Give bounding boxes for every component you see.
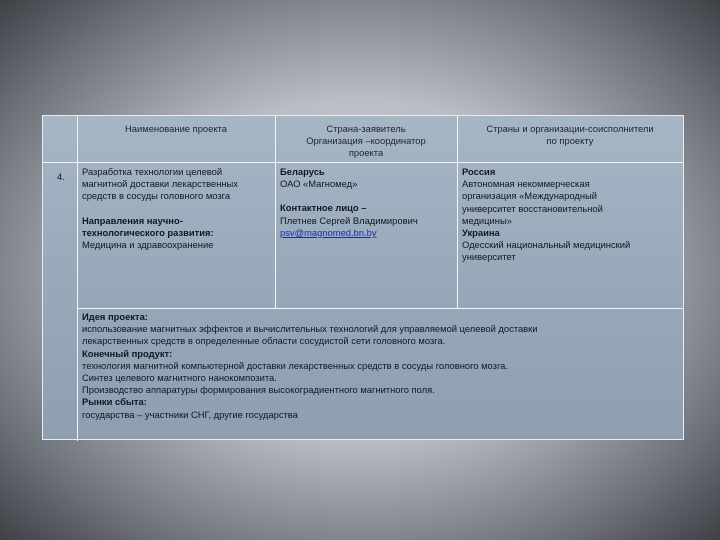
contact-label: Контактное лицо – [280, 202, 367, 214]
applicant-org: ОАО «Магномед» [280, 178, 358, 190]
header-country-applicant: Страна-заявитель Организация –координатор проекта [306, 123, 426, 159]
header-divider [43, 162, 683, 163]
markets-label: Рынки сбыта: [82, 396, 147, 408]
project-table [42, 115, 684, 440]
header-partners: Страны и организации-соисполнители по проекту [486, 123, 654, 147]
details-cell: Идея проекта: использование магнитных эффектов и вычислительных технологий для управляемой целевой доставки лекарственных средств в определенные области сосудистой сети головного мозга. Конечный продукт: технология магнитной компьютерной доставки лекарственных средств в сосуды головного мозга. Синтез целевого магнитного нанокомпозита. Производство аппаратуры формирования высокоградиентного магнитного поля. Рынки сбыта: государства – участники СНГ, другие государства [82, 311, 680, 421]
direction-value: Медицина и здравоохранение [82, 239, 214, 251]
partner-country-russia: Россия [462, 166, 496, 177]
details-divider [77, 308, 683, 309]
product-label: Конечный продукт: [82, 347, 173, 359]
direction-label: Направления научно- [82, 214, 183, 226]
applicant-country: Беларусь [280, 166, 325, 177]
partners-cell: Россия Автономная некоммерческая организация «Международный университет восстановительной медицины» Украина Одесский национальный медицинский университет [462, 166, 682, 264]
idea-label: Идея проекта: [82, 311, 148, 322]
col-divider-1 [77, 116, 78, 441]
applicant-cell [280, 166, 455, 239]
markets-text: государства – участники СНГ, другие государства [82, 408, 298, 420]
project-title: Разработка технологии целевой [82, 166, 223, 177]
partner-country-ukraine: Украина [462, 227, 500, 239]
header-project-name: Наименование проекта [125, 123, 227, 134]
contact-email-link[interactable]: psv@magnomed.bn.by [280, 226, 377, 238]
project-title-cell: Разработка технологии целевой магнитной доставки лекарственных средств в сосуды головного мозга Направления научно- технологического развития: Медицина и здравоохранение [82, 166, 272, 251]
row-number: 4. [57, 171, 65, 182]
contact-name: Плетнев Сергей Владимирович [280, 214, 418, 226]
